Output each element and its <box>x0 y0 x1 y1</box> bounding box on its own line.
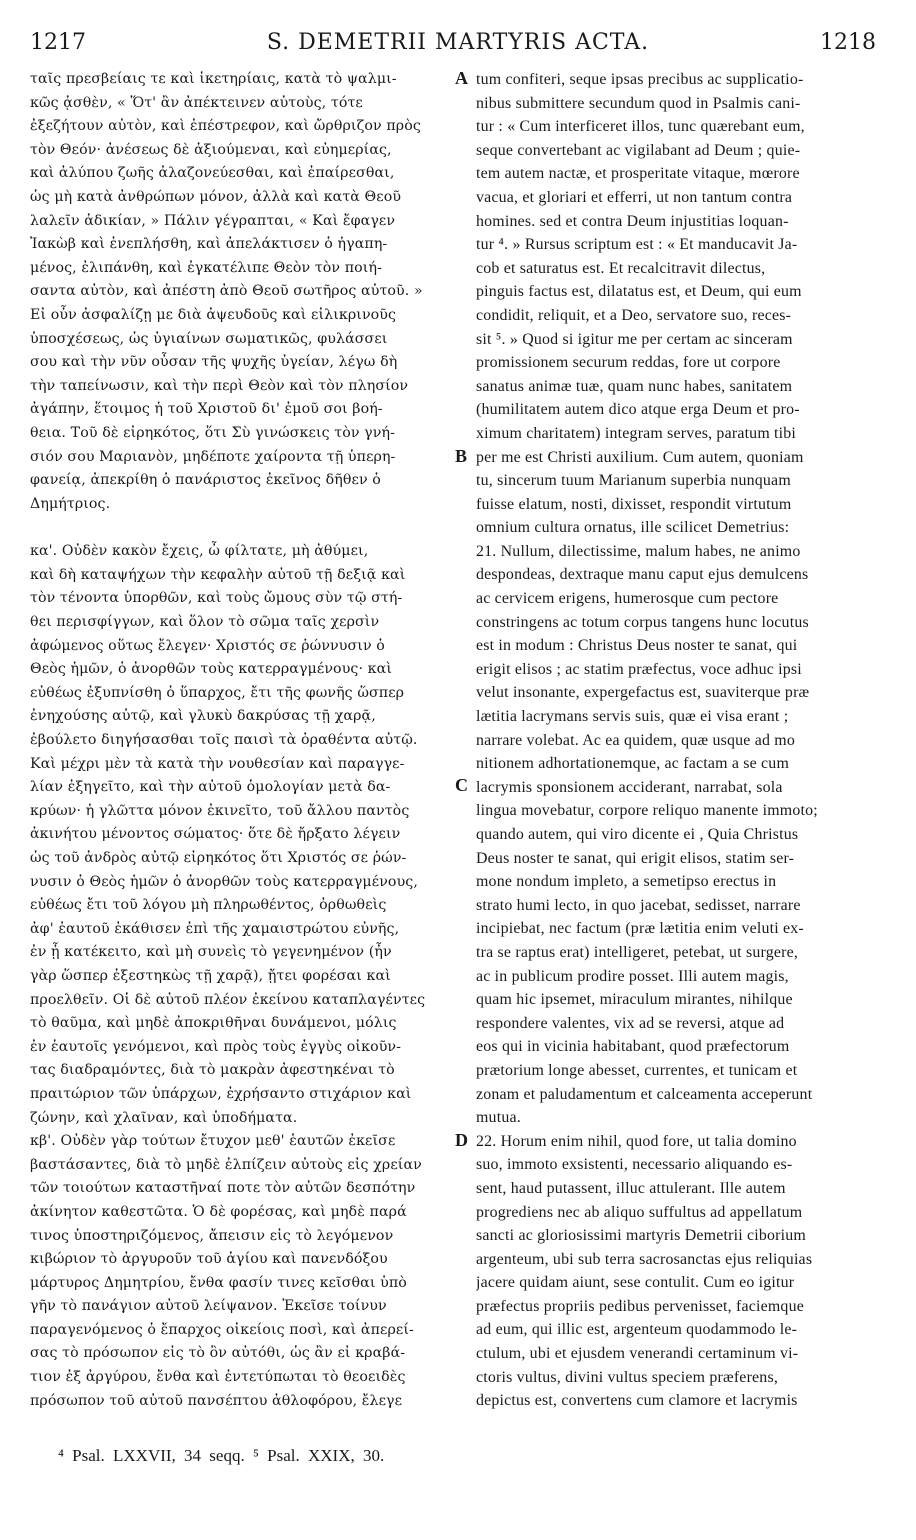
greek-text-line: Ἰακὼβ καὶ ἐνεπλήσθη, καὶ ἀπελάκτισεν ὁ ἠγαπη- <box>30 236 388 253</box>
latin-text-line: sanatus animæ tuæ, quam nunc habes, sanitatem <box>476 377 793 395</box>
latin-text-line: (humilitatem autem dico atque erga Deum et pro- <box>476 401 800 419</box>
greek-text-line: Εἰ οὖν ἀσφαλίζῃ με διὰ ἀψευδοῦς καὶ εἰλικρινοῦς <box>30 306 397 323</box>
latin-text-line: tur ⁴. » Rursus scriptum est : « Et manducavit Ja- <box>476 236 798 254</box>
greek-text-line: Καὶ μέχρι μὲν τὰ κατὰ τὴν νουθεσίαν καὶ παραγγε- <box>30 755 405 772</box>
greek-text-line: λίαν ἐξηγεῖτο, καὶ τὴν αὐτοῦ ὁμολογίαν μετὰ δα- <box>30 779 391 796</box>
latin-text-line: Deus noster te sanat, qui erigit elisos, statim ser- <box>476 849 795 867</box>
latin-text-line: quam hic ipsemet, miraculum mirantes, nihilque <box>476 991 793 1009</box>
greek-text-line: τῶν τοιούτων καταστῆναί ποτε τὸν αὐτῶν δεσπότην <box>30 1180 416 1197</box>
greek-text-line: θεια. Τοῦ δὲ εἰρηκότος, ὅτι Σὺ γινώσκεις τὸν γνή- <box>30 424 395 441</box>
latin-text-line: tur : « Cum interficeret illos, tunc quærebant eum, <box>476 118 805 136</box>
latin-text-line: lætitia lacrymans servis suis, quæ ei visa erant ; <box>476 708 789 726</box>
greek-text-line: ἀφ' ἑαυτοῦ ἐκάθισεν ἐπὶ τῆς χαμαιστρώτου εὐνῆς, <box>30 920 400 937</box>
latin-text-line: pinguis factus est, dilatatus est, et Deum, qui eum <box>476 283 802 301</box>
greek-paragraph-gap <box>30 516 452 540</box>
latin-text-line: cob et saturatus est. Et recalcitravit dilectus, <box>476 259 766 277</box>
latin-text-line: velut insonante, expergefactus est, suaviterque præ <box>476 684 810 702</box>
latin-text-line: tra se raptus erat) intelligeret, petebat, ut surgere, <box>476 943 799 961</box>
latin-text-line: depictus est, convertens cum clamore et lacrymis <box>476 1392 798 1410</box>
greek-text-line: νυσιν ὁ Θεὸς ἡμῶν ὁ ἀνορθῶν τοὺς κατερραγμένους, <box>30 873 418 890</box>
latin-text-line: ac cervicem erigens, humerosque cum pectore <box>476 590 779 608</box>
latin-column <box>476 68 888 1413</box>
latin-text-line: omnium cultura ornatus, ille scilicet Demetrius: <box>476 519 790 537</box>
latin-text-line: nitionem adhortationemque, ac factam a se cum <box>476 755 790 773</box>
greek-text-line: κβ'. Οὐδὲν γὰρ τούτων ἔτυχον μεθ' ἑαυτῶν ἐκεῖσε <box>30 1133 396 1150</box>
greek-column <box>30 68 452 1413</box>
latin-text-line: 21. Nullum, dilectissime, malum habes, ne animo <box>476 542 801 560</box>
greek-text-line: ἀγάπην, ἕτοιμος ἡ τοῦ Χριστοῦ δι' ἐμοῦ σοι βοή- <box>30 401 383 418</box>
footnotes: ⁴ Psal. LXXVII, 34 seqq. ⁵ Psal. XXIX, 30. <box>58 1446 385 1465</box>
latin-text-line: ac in publicum prodire posset. Illi autem magis, <box>476 967 789 985</box>
latin-text-line: quando autem, qui viro dicente ei , Quia Christus <box>476 826 799 843</box>
greek-text-line: ἐν ἑαυτοῖς γενόμενοι, καὶ πρὸς τοὺς ἐγγὺς οἰκοῦν- <box>30 1038 402 1055</box>
greek-text-line: τας διαδραμόντες, διὰ τὸ μακρὰν ἀφεστηκέναι τὸ <box>30 1062 395 1079</box>
latin-text-line: tum confiteri, seque ipsas precibus ac supplicatio- <box>476 71 804 88</box>
latin-text-line: zonam et paludamentum et calceamenta acceperunt <box>476 1085 813 1103</box>
latin-text-line: mone nondum impleto, a semetipso erectus in <box>476 873 777 891</box>
greek-text-line: εὐθέως ἔτι τοῦ λόγου μὴ πληρωθέντος, ὀρθωθεὶς <box>30 897 387 914</box>
greek-text-line: κιβώριον τὸ ἀργυροῦν τοῦ ἁγίου καὶ πανενδόξου <box>30 1251 388 1268</box>
latin-text-line: eos qui in vicinia habitabant, quod præfectorum <box>476 1038 790 1056</box>
greek-text-line: ἐν ᾗ κατέκειτο, καὶ μὴ συνεὶς τὸ γεγενημένον (ἦν <box>30 944 392 961</box>
margin-letter-b: B <box>455 446 468 466</box>
latin-text-line: est in modum : Christus Deus noster te sanat, qui <box>476 637 798 655</box>
latin-text-line: suo, immoto exsistenti, necessario aliquando es- <box>476 1156 793 1174</box>
greek-text-line: λαλεῖν ἀδικίαν, » Πάλιν γέγραπται, « Καὶ ἔφαγεν <box>30 212 396 229</box>
greek-text-line: τιον ἐξ ἀργύρου, ἔνθα καὶ ἐντετύπωται τὸ θεοειδὲς <box>30 1369 406 1386</box>
greek-text-line: ἀφώμενος οὕτως ἔλεγεν· Χριστός σε ῥώννυσιν ὁ <box>30 637 385 654</box>
latin-text-line: præfectus propriis pedibus pervenisset, faciemque <box>476 1297 804 1315</box>
latin-text-line: constringens ac totum corpus tangens hunc locutus <box>476 613 809 631</box>
greek-text-line: κῶς ᾀσθὲν, « Ὅτ' ἂν ἀπέκτεινεν αὐτοὺς, τότε <box>30 94 363 111</box>
latin-text-line: seque convertebant ac vigilabant ad Deum ; quie- <box>476 141 801 159</box>
latin-text-line: mutua. <box>476 1109 521 1127</box>
latin-text-line: lacrymis sponsionem acciderant, narrabat, sola <box>476 778 783 796</box>
greek-text-line: γῆν τὸ πανάγιον αὐτοῦ λείψανον. Ἐκεῖσε τοίνυν <box>30 1298 387 1315</box>
greek-text-line: φανείᾳ, ἀπεκρίθη ὁ πανάριστος ἐκεῖνος δῆθεν ὁ <box>30 472 381 489</box>
latin-text-line: homines. sed et contra Deum injustitias loquan- <box>476 212 789 230</box>
latin-text-line: condidit, reliquit, et a Deo, servatore suo, reces- <box>476 306 792 324</box>
latin-text-line: progrediens nec ab aliquo suffultus ad appellatum <box>476 1203 803 1221</box>
margin-letter-d: D <box>455 1130 468 1150</box>
latin-text-line: jacere quidam aiunt, sese contulit. Cum eo igitur <box>476 1274 795 1292</box>
latin-text-line: respondere valentes, vix ad se reversi, atque ad <box>476 1014 785 1032</box>
greek-text-line: σας τὸ πρόσωπον εἰς τὸ ὂν αὐτόθι, ὡς ἂν εἰ κραβά- <box>30 1345 406 1362</box>
latin-text-line: lingua movebatur, corpore reliquo manente immoto; <box>476 802 818 820</box>
greek-text-line: ἀκίνητον καθεστῶτα. Ὁ δὲ φορέσας, καὶ μηδὲ παρά <box>30 1203 407 1220</box>
greek-text-line: τὴν ταπείνωσιν, καὶ τὴν περὶ Θεὸν καὶ τὸν πλησίον <box>30 377 409 394</box>
latin-text-line: despondeas, dextraque manu caput ejus demulcens <box>476 566 809 584</box>
page-header <box>0 30 916 64</box>
greek-text-line: πραιτώριον τῶν ὑπάρχων, ἐχρήσαντο στιχάριον καὶ <box>30 1085 412 1102</box>
greek-text-line: σαντα αὐτὸν, καὶ ἀπέστη ἀπὸ Θεοῦ σωτῆρος αὐτοῦ. » <box>30 283 423 300</box>
greek-text-line: γὰρ ὥσπερ ἐξεστηκὼς τῇ χαρᾷ), ᾔτει φορέσαι καὶ <box>30 967 391 984</box>
greek-text-line: ἐξεζήτουν αὐτὸν, καὶ ἐπέστρεφον, καὶ ὤρθριζον πρὸς <box>30 118 421 135</box>
greek-text-line: ἐβούλετο διηγήσασθαι τοῖς παισὶ τὰ ὁραθέντα αὐτῷ. <box>30 732 418 749</box>
greek-text-line: κρύων· ἡ γλῶττα μόνον ἐκινεῖτο, τοῦ ἄλλου παντὸς <box>30 802 410 819</box>
greek-text-line: πρόσωπον τοῦ αὐτοῦ πανσέπτου ἀθλοφόρου, ἔλεγε <box>30 1392 403 1409</box>
greek-text-line: ἐνηχούσης αὐτῷ, καὶ γλυκὺ δακρύσας τῇ χαρᾷ, <box>30 708 376 725</box>
greek-text-line: καὶ δὴ καταψήχων τὴν κεφαλὴν αὐτοῦ τῇ δεξιᾷ καὶ <box>30 566 406 583</box>
latin-text-line: ximum charitatem) integram serves, paratum tibi <box>476 424 797 442</box>
latin-text-line: nibus submittere secundum quod in Psalmis cani- <box>476 94 801 112</box>
latin-text-line: ad eum, qui illic est, argenteum quodammodo le- <box>476 1321 798 1339</box>
greek-text-line: σου καὶ τὴν νῦν οὖσαν τῆς ψυχῆς ὑγείαν, λέγω δὴ <box>30 354 398 371</box>
latin-text-line: sent, haud putassent, illuc attulerant. Ille autem <box>476 1179 786 1197</box>
greek-text-line: ὑποσχέσεως, ὡς ὑγιαίνων σωματικῶς, φυλάσσει <box>30 330 388 347</box>
greek-text-line: θει περισφίγγων, καὶ ὅλον τὸ σῶμα ταῖς χερσὶν <box>30 614 380 631</box>
greek-text-line: τὸ θαῦμα, καὶ μηδὲ ἀποκριθῆναι δυνάμενοι, μόλις <box>30 1015 397 1032</box>
greek-text-line: προελθεῖν. Οἱ δὲ αὐτοῦ πλέον ἐκείνου καταπλαγέντες <box>30 991 426 1008</box>
greek-text-line: σιόν σου Μαριανὸν, μηδέποτε χαίροντα τῇ ὑπερη- <box>30 448 396 465</box>
greek-text-line: βαστάσαντες, διὰ τὸ μηδὲ ἐλπίζειν αὐτοὺς εἰς χρείαν <box>30 1156 422 1173</box>
latin-text-line: sancti ac gloriosissimi martyris Demetrii ciborium <box>476 1227 806 1245</box>
latin-text-line: incipiebat, nec factum (præ lætitia enim veluti ex- <box>476 920 804 938</box>
greek-text-line: τινος ὑποστηριζόμενος, ἄπεισιν εἰς τὸ λεγόμενον <box>30 1227 394 1244</box>
latin-text-line: strato humi lecto, in quo jacebat, sedisset, narrare <box>476 896 801 914</box>
greek-text-line: ὡς μὴ κατὰ ἀνθρώπων μόνον, ἀλλὰ καὶ κατὰ Θεοῦ <box>30 188 402 205</box>
latin-text-line: argenteum, ubi sub terra sacrosanctas ejus reliquias <box>476 1250 813 1268</box>
greek-text-line: τὸν τένοντα ὑπορθῶν, καὶ τοὺς ὤμους σὺν τῷ στή- <box>30 590 403 607</box>
greek-text-line: ζώνην, καὶ χλαῖναν, καὶ ὑποδήματα. <box>30 1109 298 1126</box>
latin-text-line: ctulum, ubi et ejusdem venerandi certaminum vi- <box>476 1345 799 1363</box>
latin-text-line: tu, sincerum tuum Marianum superbia nunquam <box>476 472 791 490</box>
margin-letter-c: C <box>455 775 468 795</box>
latin-text-line: 22. Horum enim nihil, quod fore, ut talia domino <box>476 1132 797 1150</box>
latin-text-line: vacua, et gloriari et efferri, ut non tantum contra <box>476 188 793 206</box>
latin-text-line: ctoris vultus, divini vultus speciem præferens, <box>476 1368 779 1386</box>
running-title: S. DEMETRII MARTYRIS ACTA. <box>266 30 650 55</box>
latin-text-line: tem autem nactæ, et prosperitate vitaque, mœrore <box>476 165 800 183</box>
latin-text-line: per me est Christi auxilium. Cum autem, quoniam <box>476 448 804 466</box>
latin-text-line: erigit elisos ; ac statim præfectus, voce adhuc ipsi <box>476 660 802 678</box>
latin-text-line: fuisse elatum, nosti, dixisset, respondit virtutum <box>476 495 792 513</box>
greek-text-line: ὡς τοῦ ἀνδρὸς αὐτῷ εἰρηκότος ὅτι Χριστός σε ῥών- <box>30 850 407 866</box>
greek-text-line: ταῖς πρεσβείαις τε καὶ ἱκετηρίαις, κατὰ τὸ ψαλμι- <box>30 71 397 87</box>
greek-text-line: παραγενόμενος ὁ ἔπαρχος οἰκείοις ποσὶ, καὶ ἀπερεί- <box>30 1321 414 1338</box>
latin-text-line: prætorium longe abesset, currentes, et tunicam et <box>476 1061 798 1079</box>
latin-text-line: promissionem securum reddas, fore ut corpore <box>476 354 781 372</box>
latin-text-line: narrare volebat. Ac ea quidem, quæ usque ad mo <box>476 731 795 749</box>
greek-text-line: μάρτυρος Δημητρίου, ἔνθα φασίν τινες κεῖσθαι ὑπὸ <box>30 1274 407 1291</box>
greek-text-line: τὸν Θεόν· ἀνέσεως δὲ ἀξιούμεναι, καὶ εὐημερίας, <box>30 141 392 158</box>
greek-text-line: Θεὸς ἡμῶν, ὁ ἀνορθῶν τοὺς κατερραγμένους· καὶ <box>30 661 392 678</box>
greek-text-line: Δημήτριος. <box>30 495 111 512</box>
greek-text-line: εὐθέως ἐξυπνίσθη ὁ ὕπαρχος, ἔτι τῆς φωνῆς ὥσπερ <box>30 684 405 701</box>
latin-text-line: sit ⁵. » Quod si igitur me per certam ac sinceram <box>476 330 793 348</box>
greek-text-line: μένος, ἐλιπάνθη, καὶ ἐγκατέλιπε Θεὸν τὸν ποιή- <box>30 259 382 276</box>
greek-text-line: κα'. Οὐδὲν κακὸν ἔχεις, ὦ φίλτατε, μὴ ἀθύμει, <box>30 543 369 560</box>
page-number-right: 1218 <box>820 30 876 55</box>
greek-text-line: καὶ ἀλύπου ζωῆς ἀλαζονεύεσθαι, καὶ ἐπαίρεσθαι, <box>30 165 395 182</box>
margin-letter-a: A <box>455 68 468 88</box>
page-number-left: 1217 <box>30 30 86 55</box>
greek-text-line: ἀκινήτου μένοντος σώματος· ὅτε δὲ ἤρξατο λέγειν <box>30 826 401 843</box>
